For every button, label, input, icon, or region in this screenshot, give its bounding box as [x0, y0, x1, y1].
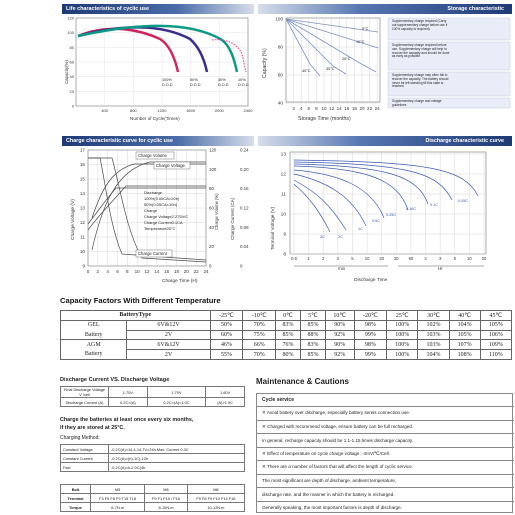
cell: F9 F1 F10 / F16: [145, 494, 188, 503]
storage-temp-10: 10°C: [356, 40, 365, 44]
dod-lbl-3: D.O.D: [218, 83, 229, 87]
discharge-ylabel: Terminal Voltage (V): [271, 206, 276, 250]
cell: 106%: [480, 330, 511, 340]
charge-ytick-vol: 60: [209, 205, 214, 211]
maintenance-item-3: In general, recharge capacity should be 1.1-1.15 times discharge capacity.: [257, 433, 514, 447]
th-t7: 25℃: [387, 311, 418, 321]
dc-rate-025c: 0.25C: [386, 213, 397, 217]
cell: 104%: [418, 350, 449, 360]
dcv-row1-label: Final Discharge Voltage V /cell: [61, 387, 109, 398]
dc-curve-1c: [294, 174, 366, 226]
row-group: Battery: [61, 350, 127, 360]
charge-xtick: 18: [173, 269, 180, 274]
storage-xtick: 24: [374, 106, 380, 111]
storage-xtick: 18: [351, 106, 357, 111]
charge-ytick-left: 13: [79, 205, 85, 211]
dc-rate-01c: 0.1C: [430, 203, 439, 207]
charge-xtick: 14: [154, 269, 160, 274]
charge-note-line2: if they are stored at 25°C.: [60, 425, 125, 431]
cell: 102%: [418, 320, 449, 330]
th-t5: 10℃: [325, 311, 354, 321]
cycle-ytick: 40: [69, 74, 74, 80]
dod-lbl-2: D.O.D: [190, 83, 201, 87]
cell: 100%: [387, 330, 418, 340]
charge-ytick-left: 15: [79, 176, 85, 182]
charge-xtick: 24: [203, 269, 209, 274]
dcv-title: Discharge Current VS. Discharge Voltage: [60, 377, 170, 383]
th-t2: -10℃: [243, 311, 276, 321]
cell: 104%: [449, 320, 480, 330]
charge-xtick: 12: [144, 269, 150, 274]
storage-xtick: 4: [299, 106, 303, 111]
discharge-xtick: 1: [307, 256, 310, 261]
charge-xtick: 4: [106, 269, 109, 274]
charge-ytick-left: 10: [79, 249, 85, 254]
bolt-h0: Bolt: [61, 485, 91, 494]
cell: 85%: [301, 320, 326, 330]
dod-pct-3: 30%: [218, 78, 226, 82]
maintenance-title: Maintenance & Cautions: [256, 377, 349, 386]
cell: 92%: [325, 350, 354, 360]
discharge-xtick: 60: [408, 256, 414, 261]
cell: 100%: [387, 350, 418, 360]
storage-xlabel: Storage Time (months): [298, 116, 351, 122]
th-t10: 45℃: [480, 311, 511, 321]
discharge-xtick: 5: [351, 256, 354, 261]
discharge-ytick: 12: [280, 172, 286, 178]
discharge-panel: [258, 136, 512, 286]
cell: F9 F8 F9 F10 F14 F16: [187, 494, 244, 503]
dc-curve-016c: [294, 164, 428, 204]
cell: 100%: [387, 320, 418, 330]
cycle-ylabel: Capacity(%): [64, 60, 69, 84]
table-row: [61, 494, 245, 503]
cell: 55%: [210, 350, 243, 360]
charge-ytick-cur: 0.04: [240, 244, 249, 250]
cell: 1.75V: [109, 387, 148, 398]
discharge-ytick: 9: [283, 232, 286, 238]
discharge-xtick: 0.6: [291, 256, 297, 261]
row-type: 2V: [127, 350, 210, 360]
charge-xtick: 16: [164, 269, 170, 274]
storage-ytick: 40: [277, 100, 283, 106]
storage-xtick: 6: [307, 106, 311, 111]
cell: 107%: [449, 340, 480, 350]
charge-ytick-vol: 20: [209, 244, 214, 250]
storage-temp-30: 30°C: [326, 67, 335, 71]
discharge-unit-min: min: [338, 266, 346, 271]
storage-curve-30c: [286, 19, 346, 74]
cycle-ytick: 100: [67, 30, 74, 36]
th-t3: 0℃: [276, 311, 301, 321]
cell: 109%: [480, 340, 511, 350]
charge-xtick: 22: [193, 269, 199, 274]
charge-ytick-vol: 40: [209, 224, 214, 230]
maintenance-service: Cycle service: [262, 397, 294, 403]
capacity-factors-title: Capacity Factors With Different Temperature: [60, 296, 221, 305]
method-label: Fast: [61, 463, 109, 472]
bolt-h1: M5: [91, 485, 145, 494]
charge-ytick-left: 9: [82, 263, 85, 269]
row-group: GEL: [61, 320, 127, 330]
cell: 66%: [243, 340, 276, 350]
cell: 85%: [276, 330, 301, 340]
charge-xtick: 8: [126, 269, 129, 274]
dod-pct-2: 50%: [190, 78, 198, 82]
storage-ylabel: Capacity (%): [262, 48, 268, 78]
charge-label-current: Charge Current: [138, 251, 167, 256]
cell: 0.2C>(A): [109, 398, 148, 407]
bolt-table: [60, 484, 245, 512]
storage-xtick: 16: [344, 106, 350, 111]
legend-discharge: Discharge: [144, 190, 163, 195]
charge-xlabel: Charge Time (H): [162, 279, 198, 284]
discharge-xtick: 3: [438, 256, 442, 261]
cell: 90%: [325, 320, 354, 330]
cycle-xtick: 2000: [214, 108, 224, 113]
charge-ytick-cur: 0.12: [240, 205, 249, 211]
legend-d1: 100%(0.05CA×20h): [144, 196, 180, 201]
cell: 99%: [354, 330, 387, 340]
cell: 90%: [325, 340, 354, 350]
storage-xtick: 20: [359, 106, 365, 111]
bolt-h2: M6: [145, 485, 188, 494]
cycle-life-panel: [62, 4, 254, 122]
dod-lbl-4: D.O.D: [238, 83, 249, 87]
row-group: Battery: [61, 330, 127, 340]
bolt-row-label: Terminal: [61, 494, 91, 503]
charge-panel: [62, 136, 254, 286]
discharge-xtick: 30: [393, 256, 399, 261]
storage-xtick: 12: [329, 106, 335, 111]
discharge-xtick: 5: [453, 256, 456, 261]
charge-ytick-left: 17: [79, 147, 85, 153]
cycle-life-header: Life characteristics of cyclic use: [62, 4, 254, 14]
cycle-ytick: 80: [69, 44, 74, 50]
legend-d2: 50%(0.05CA×10h): [144, 202, 178, 207]
charge-ytick-cur: 0: [240, 263, 243, 269]
th-t4: 5℃: [301, 311, 326, 321]
maintenance-item-8: Generally speaking, the most important factors is depth of discharge.: [257, 501, 514, 515]
cell: 103%: [418, 330, 449, 340]
cell: 103%: [418, 340, 449, 350]
table-row: [61, 320, 512, 330]
dc-rate-016c: 0.16C: [406, 207, 417, 211]
method-value: -0.2C(A)×h-2.0C(4h: [109, 463, 245, 472]
storage-xtick: 14: [336, 106, 342, 111]
charge-ytick-left: 14: [79, 191, 85, 196]
row-type: 2V: [127, 330, 210, 340]
dc-rate-005c: 0.05C: [458, 199, 469, 203]
dod-pct-4: 10%: [238, 78, 246, 82]
th-t1: -25℃: [210, 311, 243, 321]
storage-ytick: 60: [277, 72, 283, 78]
cycle-ytick: 120: [67, 15, 74, 21]
table-row: [61, 330, 512, 340]
cell: 50%: [210, 320, 243, 330]
storage-note-4: Supplementary charge and voltage guidelines: [392, 99, 442, 107]
method-value: -0.2C(A)×(h)-1C)-12h: [109, 454, 245, 463]
storage-xtick: 8: [315, 106, 318, 111]
cell: 8-10N.m: [145, 503, 188, 512]
cell: 99%: [354, 350, 387, 360]
table-row: [61, 350, 512, 360]
cycle-ytick: 60: [69, 59, 74, 65]
cycle-xtick: 1200: [157, 108, 167, 113]
storage-temp-0: 0°C: [362, 27, 369, 31]
cell: 1.60V: [206, 387, 245, 398]
dcv-row2-label: Discharge Current (A): [61, 398, 109, 407]
charge-ytick-left: 12: [79, 220, 85, 225]
cell: 83%: [301, 340, 326, 350]
charge-ytick-cur: 0.24: [240, 147, 249, 153]
storage-header: Storage characteristic: [258, 4, 512, 14]
cell: 108%: [449, 350, 480, 360]
table-header-row: [61, 485, 245, 494]
discharge-xtick: 10: [364, 256, 370, 261]
charge-ylabel: Charge Voltage (V): [71, 199, 76, 240]
cell: 85%: [301, 350, 326, 360]
cell: 70%: [243, 350, 276, 360]
storage-chart: [258, 14, 512, 122]
storage-note-1: Supplementary charge required (Carry out supplementary charge before use if 100% capacity is required).: [392, 19, 448, 31]
th-batterytype: BatteryType: [61, 311, 211, 321]
cycle-xtick: 400: [101, 108, 109, 113]
dc-curve-2c: [294, 180, 346, 230]
dc-rate-3c: 3C: [320, 235, 325, 239]
bolt-row-label: Torque: [61, 503, 91, 512]
discharge-xlabel: Discharge Time: [354, 278, 388, 283]
dc-rate-06c: 0.6C: [372, 219, 381, 223]
cell: 76%: [276, 340, 301, 350]
maintenance-item-4: ✕ Effect of temperature on cycle charge voltage: -4mV/℃/Cell.: [257, 447, 514, 461]
maintenance-item-2: ✕ Charged with recommend voltage, ensure battery can be full recharged.: [257, 420, 514, 434]
cell: 10-12N.m: [187, 503, 244, 512]
charge-header: Charge characteristic curve for cyclic use: [62, 136, 254, 146]
legend-c3: Temperature25°C: [144, 226, 176, 231]
charge-ytick-vol: 120: [209, 147, 217, 153]
table-header-row: [61, 311, 512, 321]
maintenance-box: [256, 393, 513, 513]
cell: (A)>1.0C: [206, 398, 245, 407]
discharge-ytick: 13: [280, 152, 286, 158]
cell: 105%: [449, 330, 480, 340]
capacity-factors-table: [60, 310, 512, 360]
table-row: [61, 503, 245, 512]
maintenance-item-1: ✕ Avoid battery over discharge, especially battery sereis connection use.: [257, 406, 514, 420]
table-row: [61, 445, 245, 454]
cell: 88%: [301, 330, 326, 340]
method-value: -0.2C(A)×14.4-14.7V×24h,Max. Current 0.3C: [109, 445, 245, 454]
cell: 98%: [354, 320, 387, 330]
storage-temp-20: 20°C: [342, 57, 351, 61]
cell: 98%: [354, 340, 387, 350]
method-label: Constant Voltage: [61, 445, 109, 454]
charge-ytick-vol: 80: [209, 186, 214, 192]
charge-xtick: 2: [96, 269, 100, 274]
cell: 60%: [210, 330, 243, 340]
cell: F3 F5 F8 F9 T15 T18: [91, 494, 145, 503]
cell: 110%: [480, 350, 511, 360]
bolt-h3: M8: [187, 485, 244, 494]
cycle-xtick: 2400: [243, 108, 253, 113]
cell: 83%: [276, 320, 301, 330]
discharge-xtick: 10: [467, 256, 472, 261]
storage-ytick: 100: [275, 16, 283, 22]
charge-ytick-vol: 0: [209, 263, 212, 269]
table-row: [61, 398, 245, 407]
storage-note-3: Supplementary charge may often fail to recover the capacity. The battery should never be left standing till this state is reached.: [392, 73, 449, 89]
cell: 1.70V: [147, 387, 205, 398]
charge-label-volume: Charge Volume: [138, 153, 167, 158]
discharge-xtick: 20: [379, 256, 385, 261]
cell: 100%: [387, 340, 418, 350]
storage-panel: [258, 4, 512, 122]
cycle-xtick: 1600: [186, 108, 196, 113]
cycle-xtick: 800: [129, 108, 137, 113]
legend-c2: Charge Current0.1CA: [144, 220, 183, 225]
discharge-xtick: 2: [322, 256, 325, 261]
maintenance-item-7: discharge rate, and the manner in which the battery is recharged.: [257, 487, 514, 501]
storage-temp-40: 40°C: [302, 69, 311, 73]
storage-xtick: 10: [321, 106, 327, 111]
charge-chart: [62, 146, 254, 286]
discharge-ytick: 10: [280, 212, 286, 218]
charge-ytick-vol: 100: [209, 166, 217, 172]
charge-ytick-left: 16: [79, 162, 85, 167]
dcv-table: [60, 386, 245, 407]
method-label: Constant Current: [61, 454, 109, 463]
cell: 70%: [243, 320, 276, 330]
dod-lbl-1: D.O.D: [162, 83, 173, 87]
cell: 105%: [480, 320, 511, 330]
storage-xtick: 22: [367, 106, 373, 111]
discharge-xtick: 2: [424, 256, 427, 261]
maintenance-item-6: The most significant are depth of discharge, ambient temperature,: [257, 474, 514, 488]
table-row: [61, 340, 512, 350]
cell: 6-7N.m: [91, 503, 145, 512]
charge-xtick: 10: [134, 269, 140, 274]
cell: 80%: [276, 350, 301, 360]
charging-method-label: Charging Method:: [60, 435, 100, 441]
cycle-curve-50: [78, 27, 207, 72]
charge-ytick-cur: 0.16: [240, 186, 249, 192]
discharge-chart: [258, 146, 512, 286]
charging-method-table: [60, 444, 245, 472]
discharge-header: Discharge characteristic curve: [258, 136, 512, 146]
row-type: 6V&12V: [127, 340, 210, 350]
cycle-ytick: 0: [71, 103, 74, 109]
charge-xtick: 20: [183, 269, 189, 274]
cell: 92%: [325, 330, 354, 340]
cell: 46%: [210, 340, 243, 350]
table-row: [61, 454, 245, 463]
legend-charge: Charge: [144, 208, 158, 213]
charge-ylabel-right: Charge Current (CA): [230, 197, 235, 240]
maintenance-item-5: ✕ There are a number of factors that will affect the length of cyclic service.: [257, 460, 514, 474]
cycle-life-chart: [62, 14, 254, 122]
dod-pct-1: 100%: [162, 78, 172, 82]
th-t6: -20℃: [354, 311, 387, 321]
storage-note-2: Supplementary charge required before use. Supplementary charge will help to recover the capacity and should be done as early as possible.: [392, 43, 450, 59]
th-t8: 30℃: [418, 311, 449, 321]
table-row: [61, 463, 245, 472]
discharge-xtick: 20: [481, 256, 487, 261]
dc-curve-005c: [294, 160, 478, 196]
charge-xtick: 0: [86, 269, 90, 274]
cell: 75%: [243, 330, 276, 340]
storage-xtick: 2: [292, 106, 295, 111]
row-group: AGM: [61, 340, 127, 350]
cycle-ytick: 20: [69, 88, 74, 94]
table-row: [61, 387, 245, 398]
th-t9: 40℃: [449, 311, 480, 321]
cycle-xlabel: Number of Cycle(Times): [130, 116, 180, 121]
dc-rate-1c: 1C: [358, 227, 363, 231]
discharge-ytick: 11: [281, 192, 286, 198]
cell: 0.2C<(A)<1.0C: [147, 398, 205, 407]
charge-ytick-cur: 0.20: [240, 166, 249, 172]
charge-ylabel-vol: Charge Volume (%): [214, 193, 219, 230]
discharge-xtick: 3: [336, 256, 340, 261]
cycle-curve-10: [212, 40, 246, 72]
charge-ytick-left: 11: [80, 234, 85, 240]
storage-ytick: 80: [277, 44, 283, 50]
legend-c1: Charge Voltage2.275V/C: [144, 214, 189, 219]
dc-rate-2c: 2C: [338, 235, 343, 239]
charge-ytick-cur: 0.08: [240, 224, 249, 230]
discharge-ytick: 8: [283, 252, 286, 258]
charge-xtick: 6: [116, 269, 119, 274]
discharge-unit-hr: Hr: [438, 266, 443, 271]
charge-note-line1: Charge the batteries at least once every six months,: [60, 417, 194, 423]
cycle-curve-100: [78, 29, 178, 72]
charge-label-voltage: Charge Voltage: [156, 163, 185, 168]
row-type: 6V&12V: [127, 320, 210, 330]
